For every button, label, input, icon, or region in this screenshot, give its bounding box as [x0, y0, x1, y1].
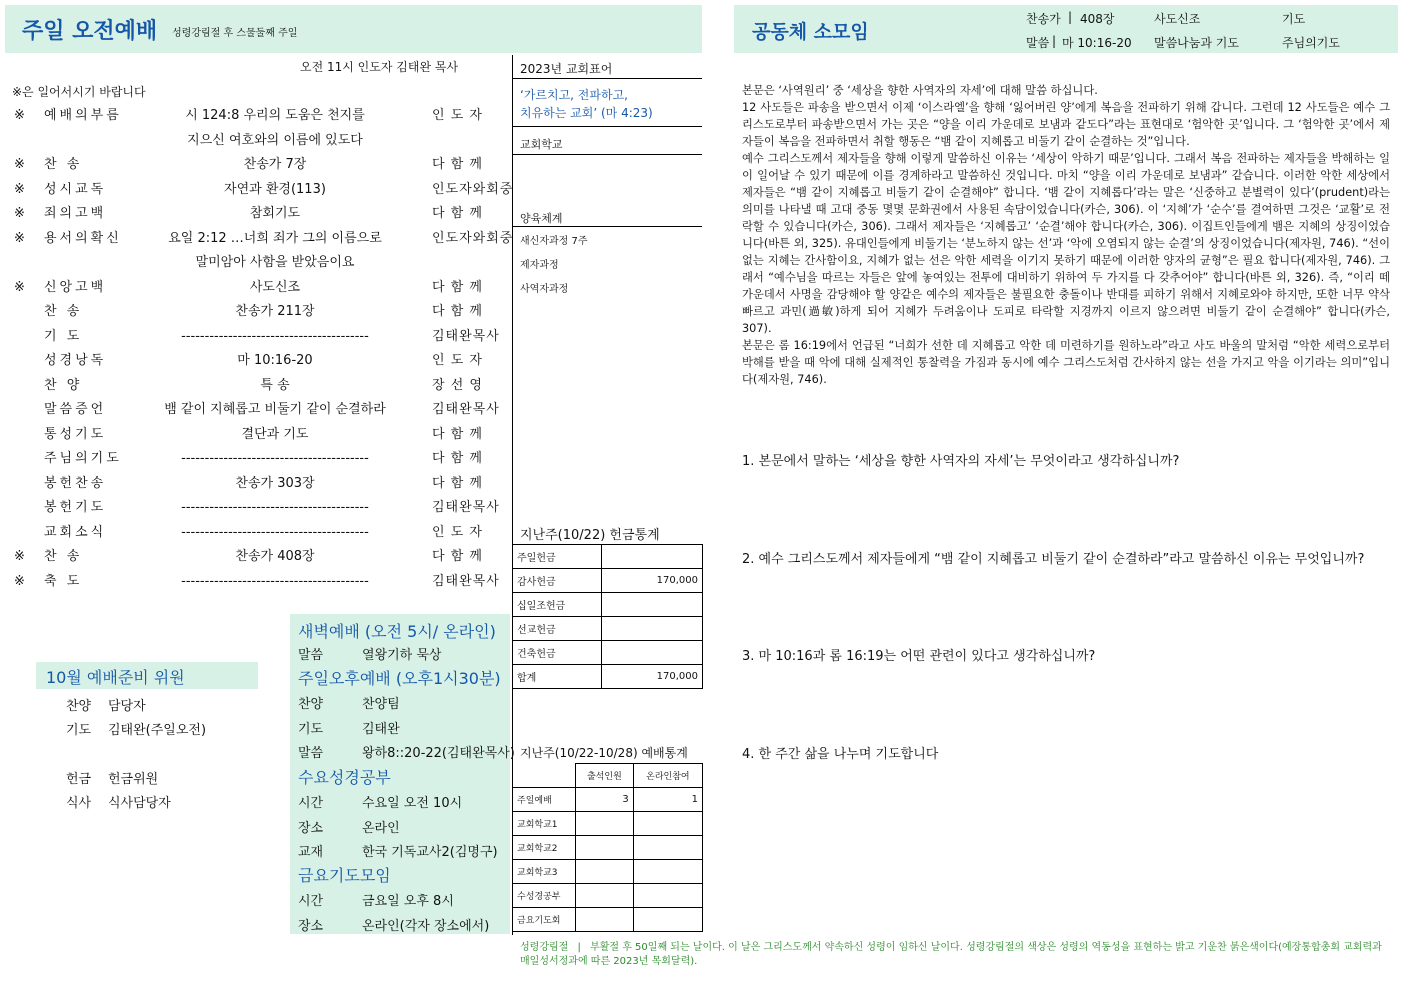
- attendance-count: [576, 860, 634, 884]
- offering-table: [512, 544, 703, 689]
- offering-label: 건축헌금: [513, 641, 602, 665]
- group-info-1-d: 기도: [1282, 12, 1306, 26]
- offering-amount: [602, 617, 703, 641]
- order-item-content: 특 송: [260, 377, 290, 393]
- attendance-header: 온라인참여: [633, 764, 702, 788]
- order-item-content: 지으신 여호와의 이름에 있도다: [187, 132, 363, 148]
- order-item-name: 성시교독: [44, 181, 107, 197]
- order-item-leader: 다 함 께: [432, 157, 483, 172]
- stand-mark: ※: [14, 573, 25, 589]
- attendance-count: [576, 836, 634, 860]
- schedule-label: 교재: [298, 845, 324, 860]
- group-info-1-sep: |: [1068, 10, 1073, 24]
- attendance-online: 1: [633, 788, 702, 812]
- schedule-value: 김태완: [362, 721, 400, 737]
- order-item-content: 찬송가 7장: [243, 157, 307, 172]
- offering-label: 주일헌금: [513, 545, 602, 569]
- group-info-1-c: 사도신조: [1154, 12, 1201, 26]
- stand-mark: ※: [14, 108, 25, 123]
- schedule-value: 왕하8::20-22(김태완목사): [362, 746, 515, 761]
- order-item-content: ----------------------------------------: [181, 328, 369, 344]
- attendance-header: 출석인원: [576, 764, 634, 788]
- question-4: 4. 한 주간 삶을 나누며 기도합니다: [742, 747, 939, 762]
- nurture-item: 새신자과정 7주: [520, 236, 588, 247]
- order-item-leader: 다 함 께: [432, 475, 483, 491]
- order-item-name: 죄의고백: [44, 206, 107, 221]
- order-row: [10, 300, 510, 324]
- order-item-content: 찬송가 303장: [235, 475, 315, 491]
- attendance-row: [513, 788, 703, 812]
- worship-title: 주일 오전예배: [22, 19, 158, 44]
- order-item-content: ----------------------------------------: [181, 524, 369, 540]
- order-row: [10, 521, 510, 545]
- order-item-name: 말씀증언: [44, 402, 107, 417]
- order-item-name: 신앙고백: [44, 279, 107, 295]
- order-row: [10, 276, 510, 300]
- offering-title: 지난주(10/22) 헌금통계: [520, 528, 660, 543]
- offering-row: [513, 665, 703, 689]
- footer-note: [520, 941, 1392, 969]
- order-item-leader: 김태완목사: [432, 328, 500, 344]
- attendance-online: [633, 908, 702, 932]
- order-row: [10, 202, 510, 226]
- schedule-value: 온라인: [362, 820, 400, 836]
- offering-row: [513, 569, 703, 593]
- stand-mark: ※: [14, 549, 25, 564]
- order-row: [10, 227, 514, 251]
- offering-row: [513, 641, 703, 665]
- order-item-name: 찬 송: [44, 157, 83, 172]
- offering-label: 선교헌금: [513, 617, 602, 641]
- prep-role: 식사: [66, 796, 92, 811]
- order-row: [10, 570, 510, 594]
- group-info-2-c: 말씀나눔과 기도: [1154, 36, 1239, 50]
- nurture-item: 사역자과정: [520, 284, 569, 295]
- sermon-paragraph: 예수 그리스도께서 제자들을 향해 이렇게 말씀하신 이유는 ‘세상이 악하기 때문’입니다. 그래서 복음 전파하는 제자들을 박해하는 일이 일어날 수 있기 때문에 이를 경계하라고 말씀하신 것입니다. 마치 “양을 이리 가운데로 보냄과” 같습니다. 이러한 악한 세상에서 제자들은 “뱀 같이 지혜롭고 비둘기 같이 순결해야” 합니다. ‘뱀 같이 지혜롭다’라는 말은 ‘신중하고 분별력이 있다’(prudent)라는 의미를 나타낼 때 고대 중동 몇몇 문화권에서 사용된 속담이었습니다(카슨, 306). 이 ‘지혜’가 ‘순수’를 결여하면 그것은 ‘교활’로 전락할 수 있습니다(카슨, 306). 그래서 제자들은 ‘지혜롭고’ ‘순결’해야 합니다(카슨, 306). 이집트인들에게 뱀은 지혜의 상징이었습니다(바튼 외, 325). 유대인들에게 비둘기는 ‘분노하지 않는 선’과 ‘악에 오염되지 않는 순결’의 상징이었습니다(제자원, 746). “선이 없는 지혜는 간사함이요, 지혜가 없는 선은 악한 세력을 이기지 못하기 때문에 이러한 양자의 균형”은 필요 합니다(제자원, 746). 그래서 “예수님을 따르는 자들은 앞에 놓여있는 전투에 대비하기 위하여 두 가지를 다 갖추어야” 합니다(바튼 외, 326). 즉, “이리 떼 가운데서 사명을 감당해야 할 양같은 예수의 제자들은 불필요한 충돌이나 반대를 피하기 위해서 지혜로와야 하지만, 또한 너무 약삭빠르고 과민(過敏)하게 되어 지혜가 두려움이나 도피로 타락할 지경까지 이르지 않으려면 비둘기 같이 순결해야” 합니다(카슨, 307).: [742, 152, 1390, 335]
- order-item-content: 마 10:16-20: [237, 353, 313, 368]
- order-row: [10, 325, 510, 349]
- attendance-count: [576, 812, 634, 836]
- order-item-leader: 김태완목사: [432, 500, 500, 515]
- nurture-item: 제자과정: [520, 260, 559, 271]
- schedule-value: 온라인(각자 장소에서): [362, 918, 490, 934]
- order-row: [10, 104, 510, 128]
- attendance-table: [512, 763, 703, 932]
- schedule-value: 금요일 오후 8시: [362, 894, 454, 909]
- fri-title: 금요기도모임: [298, 866, 391, 885]
- prep-role: 기도: [66, 723, 92, 738]
- order-item-leader: 인도자와회중: [432, 230, 514, 246]
- order-row: [10, 472, 510, 496]
- wed-title: 수요성경공부: [298, 768, 391, 787]
- sermon-text: [742, 82, 1390, 388]
- order-item-content: 시 124:8 우리의 도움은 천지를: [185, 108, 365, 123]
- order-item-leader: 다 함 께: [432, 304, 483, 319]
- offering-amount: [602, 641, 703, 665]
- order-item-name: 찬 송: [44, 549, 83, 564]
- order-item-name: 봉헌기도: [44, 500, 107, 515]
- order-item-content: ----------------------------------------: [181, 451, 369, 466]
- offering-label: 십일조헌금: [513, 593, 602, 617]
- school-label: 교회학교: [520, 138, 563, 151]
- stand-mark: ※: [14, 230, 25, 246]
- stand-mark: ※: [14, 157, 25, 172]
- attendance-label: 교회학교3: [513, 860, 576, 884]
- order-item-leader: 다 함 께: [432, 279, 483, 295]
- order-item-name: 통성기도: [44, 426, 107, 442]
- order-item-name: 성경낭독: [44, 353, 107, 368]
- motto-rule: [512, 78, 702, 79]
- attendance-count: 3: [576, 788, 634, 812]
- prep-person: 식사담당자: [108, 796, 171, 811]
- schedule-label: 말씀: [298, 746, 324, 761]
- order-item-leader: 인 도 자: [432, 524, 483, 540]
- order-row: [10, 398, 510, 422]
- offering-amount: [602, 593, 703, 617]
- question-1: 1. 본문에서 말하는 ‘세상을 향한 사역자의 자세’는 무엇이라고 생각하십니까?: [742, 454, 1180, 469]
- motto-rule-2: [512, 126, 702, 127]
- order-item-leader: 김태완목사: [432, 402, 500, 417]
- offering-amount: [602, 545, 703, 569]
- sermon-paragraph: 본문은 ‘사역원리’ 중 ‘세상을 향한 사역자의 자세’에 대해 말씀 하십니다.: [742, 84, 1098, 97]
- motto-title: 2023년 교회표어: [520, 62, 613, 76]
- schedule-label: 장소: [298, 918, 324, 934]
- attendance-online: [633, 812, 702, 836]
- schedule-label: 찬양: [298, 697, 324, 712]
- order-row: [10, 447, 510, 471]
- nurture-label: 양육체계: [520, 212, 563, 225]
- standing-note: ※은 일어서시기 바랍니다: [12, 85, 146, 99]
- worship-subtitle: 성령강림절 후 스물둘째 주일: [172, 28, 298, 39]
- attendance-row: [513, 812, 703, 836]
- schedule-value: 찬양팀: [362, 697, 400, 712]
- schedule-label: 시간: [298, 796, 324, 811]
- order-row: [10, 496, 510, 520]
- order-item-name: 찬 송: [44, 304, 83, 319]
- footer-text: 부활절 후 50일째 되는 날이다. 이 날은 그리스도께서 약속하신 성령이 임하신 날이다. 성령강림절의 색상은 성령의 역동성을 표현하는 밝고 기운찬 붉은색이다(예장통합총회 교회력과 매일성서정과에 따른 2023년 목회달력).: [520, 942, 1382, 967]
- attendance-header-row: [513, 764, 703, 788]
- order-item-content: 사도신조: [249, 279, 301, 295]
- sermon-paragraph: 12 사도들은 파송을 받으면서 이제 ‘이스라엘’을 향해 ‘잃어버린 양’에게 복음을 전파하기 위해 갑니다. 그런데 12 사도들은 예수 그리스도로부터 파송받으면서 가는 곳은 “양을 이리 가운데로 보냄과 같도다”라는 표현대로 ‘험악한 곳’입니다. 그 ‘험악한 곳’에서 제자들이 복음을 전파하면서 취할 행동은 “뱀 같이 지혜롭고 비둘기 같이 순결하는 것”입니다.: [742, 101, 1390, 148]
- group-title: 공동체 소모임: [752, 21, 869, 43]
- order-item-name: 예배의부름: [44, 108, 122, 123]
- order-item-content: 말미암아 사함을 받았음이요: [195, 255, 355, 270]
- attendance-online: [633, 884, 702, 908]
- order-item-leader: 장 선 영: [432, 377, 483, 393]
- stand-mark: ※: [14, 279, 25, 295]
- order-item-name: 기 도: [44, 328, 83, 344]
- schedule-value: 수요일 오전 10시: [362, 796, 463, 811]
- order-item-content: 뱀 같이 지혜롭고 비둘기 같이 순결하라: [164, 402, 386, 417]
- attendance-row: [513, 884, 703, 908]
- offering-amount: 170,000: [602, 569, 703, 593]
- attendance-label: 수성경공부: [513, 884, 576, 908]
- prep-role: 찬양: [66, 699, 92, 714]
- attendance-online: [633, 860, 702, 884]
- question-2: 2. 예수 그리스도께서 제자들에게 “뱀 같이 지혜롭고 비둘기 같이 순결하라”라고 말씀하신 이유는 무엇입니까?: [742, 552, 1365, 567]
- order-row: [10, 423, 510, 447]
- attendance-header: [513, 764, 576, 788]
- group-info-2-key: 말씀: [1026, 36, 1050, 50]
- pm-title: 주일오후예배 (오후1시30분): [298, 669, 501, 688]
- school-rule: [512, 154, 702, 155]
- order-row: [10, 349, 510, 373]
- attendance-row: [513, 860, 703, 884]
- order-row: [10, 153, 510, 177]
- attendance-row: [513, 908, 703, 932]
- order-item-name: 교회소식: [44, 524, 107, 540]
- prep-person: 담당자: [108, 699, 146, 714]
- group-info-1-key: 찬송가: [1026, 12, 1061, 26]
- group-info-2-d: 주님의기도: [1282, 36, 1340, 50]
- attendance-label: 주일예배: [513, 788, 576, 812]
- order-item-leader: 인 도 자: [432, 353, 483, 368]
- order-item-content: 찬송가 408장: [235, 549, 315, 564]
- sermon-paragraph: 본문은 롬 16:19에서 언급된 “너희가 선한 데 지혜롭고 악한 데 미련하기를 원하노라”라고 사도 바울의 말처럼 “악한 세력으로부터 박해를 받을 때 악에 대해 실제적인 통찰력을 가짐과 동시에 예수 그리스도처럼 간사하지 않는 선을 가지고 악을 이기라는 의미”입니다(제자원, 746).: [742, 339, 1390, 386]
- order-item-content: 찬송가 211장: [235, 304, 315, 319]
- schedule-label: 기도: [298, 721, 324, 737]
- attendance-count: [576, 908, 634, 932]
- order-row: [10, 545, 510, 569]
- dawn-label: 말씀: [298, 648, 324, 663]
- prep-role: 헌금: [66, 772, 92, 787]
- attendance-count: [576, 884, 634, 908]
- attendance-label: 금요기도회: [513, 908, 576, 932]
- offering-label: 합계: [513, 665, 602, 689]
- attendance-row: [513, 836, 703, 860]
- order-item-leader: 김태완목사: [432, 573, 500, 589]
- attendance-label: 교회학교1: [513, 812, 576, 836]
- schedule-label: 시간: [298, 894, 324, 909]
- order-item-content: ----------------------------------------: [181, 500, 369, 515]
- order-row: [10, 129, 510, 153]
- order-item-name: 용서의확신: [44, 230, 122, 246]
- order-item-leader: 다 함 께: [432, 549, 483, 564]
- footer-label: 성령강림절: [520, 942, 569, 953]
- offering-amount: 170,000: [602, 665, 703, 689]
- offering-label: 감사헌금: [513, 569, 602, 593]
- order-item-content: ----------------------------------------: [181, 573, 369, 589]
- order-row: [10, 251, 510, 275]
- motto-line-1: ‘가르치고, 전파하고,: [520, 88, 628, 102]
- stand-mark: ※: [14, 181, 25, 197]
- prep-title: 10월 예배준비 위원: [46, 668, 185, 687]
- order-item-leader: 인 도 자: [432, 108, 483, 123]
- offering-row: [513, 593, 703, 617]
- order-item-content: 요일 2:12 …너희 죄가 그의 이름으로: [168, 230, 382, 246]
- prep-person: 김태완(주일오전): [108, 723, 207, 738]
- schedule-value: 한국 기독교사2(김명구): [362, 845, 498, 860]
- motto-line-2: 치유하는 교회’ (마 4:23): [520, 106, 653, 120]
- order-item-content: 참회기도: [249, 206, 301, 221]
- attendance-title: 지난주(10/22-10/28) 예배통계: [520, 746, 688, 760]
- question-3: 3. 마 10:16과 롬 16:19는 어떤 관련이 있다고 생각하십니까?: [742, 649, 1096, 664]
- order-item-name: 찬 양: [44, 377, 83, 393]
- order-item-leader: 다 함 께: [432, 451, 483, 466]
- order-row: [10, 374, 510, 398]
- group-info-2-sep: |: [1052, 34, 1057, 48]
- dawn-value: 열왕기하 묵상: [362, 648, 442, 663]
- order-item-name: 주님의기도: [44, 451, 122, 466]
- worship-meta: 오전 11시 인도자 김태완 목사: [300, 60, 459, 74]
- prep-person: 헌금위원: [108, 772, 159, 787]
- offering-row: [513, 617, 703, 641]
- stand-mark: ※: [14, 206, 25, 221]
- order-item-name: 봉헌찬송: [44, 475, 107, 491]
- order-item-leader: 다 함 께: [432, 206, 483, 221]
- group-info-2-value: 마 10:16-20: [1062, 36, 1132, 50]
- dawn-title: 새벽예배 (오전 5시/ 온라인): [298, 622, 496, 641]
- offering-row: [513, 545, 703, 569]
- schedule-label: 장소: [298, 820, 324, 836]
- order-item-content: 결단과 기도: [241, 426, 309, 442]
- order-item-leader: 인도자와회중: [432, 181, 514, 197]
- order-item-content: 자연과 환경(113): [224, 181, 326, 197]
- attendance-label: 교회학교2: [513, 836, 576, 860]
- attendance-online: [633, 836, 702, 860]
- group-info-1-value: 408장: [1080, 12, 1115, 26]
- footer-sep: |: [577, 942, 581, 953]
- order-item-leader: 다 함 께: [432, 426, 483, 442]
- nurture-rule: [512, 226, 702, 227]
- order-item-name: 축 도: [44, 573, 83, 589]
- order-row: [10, 178, 514, 202]
